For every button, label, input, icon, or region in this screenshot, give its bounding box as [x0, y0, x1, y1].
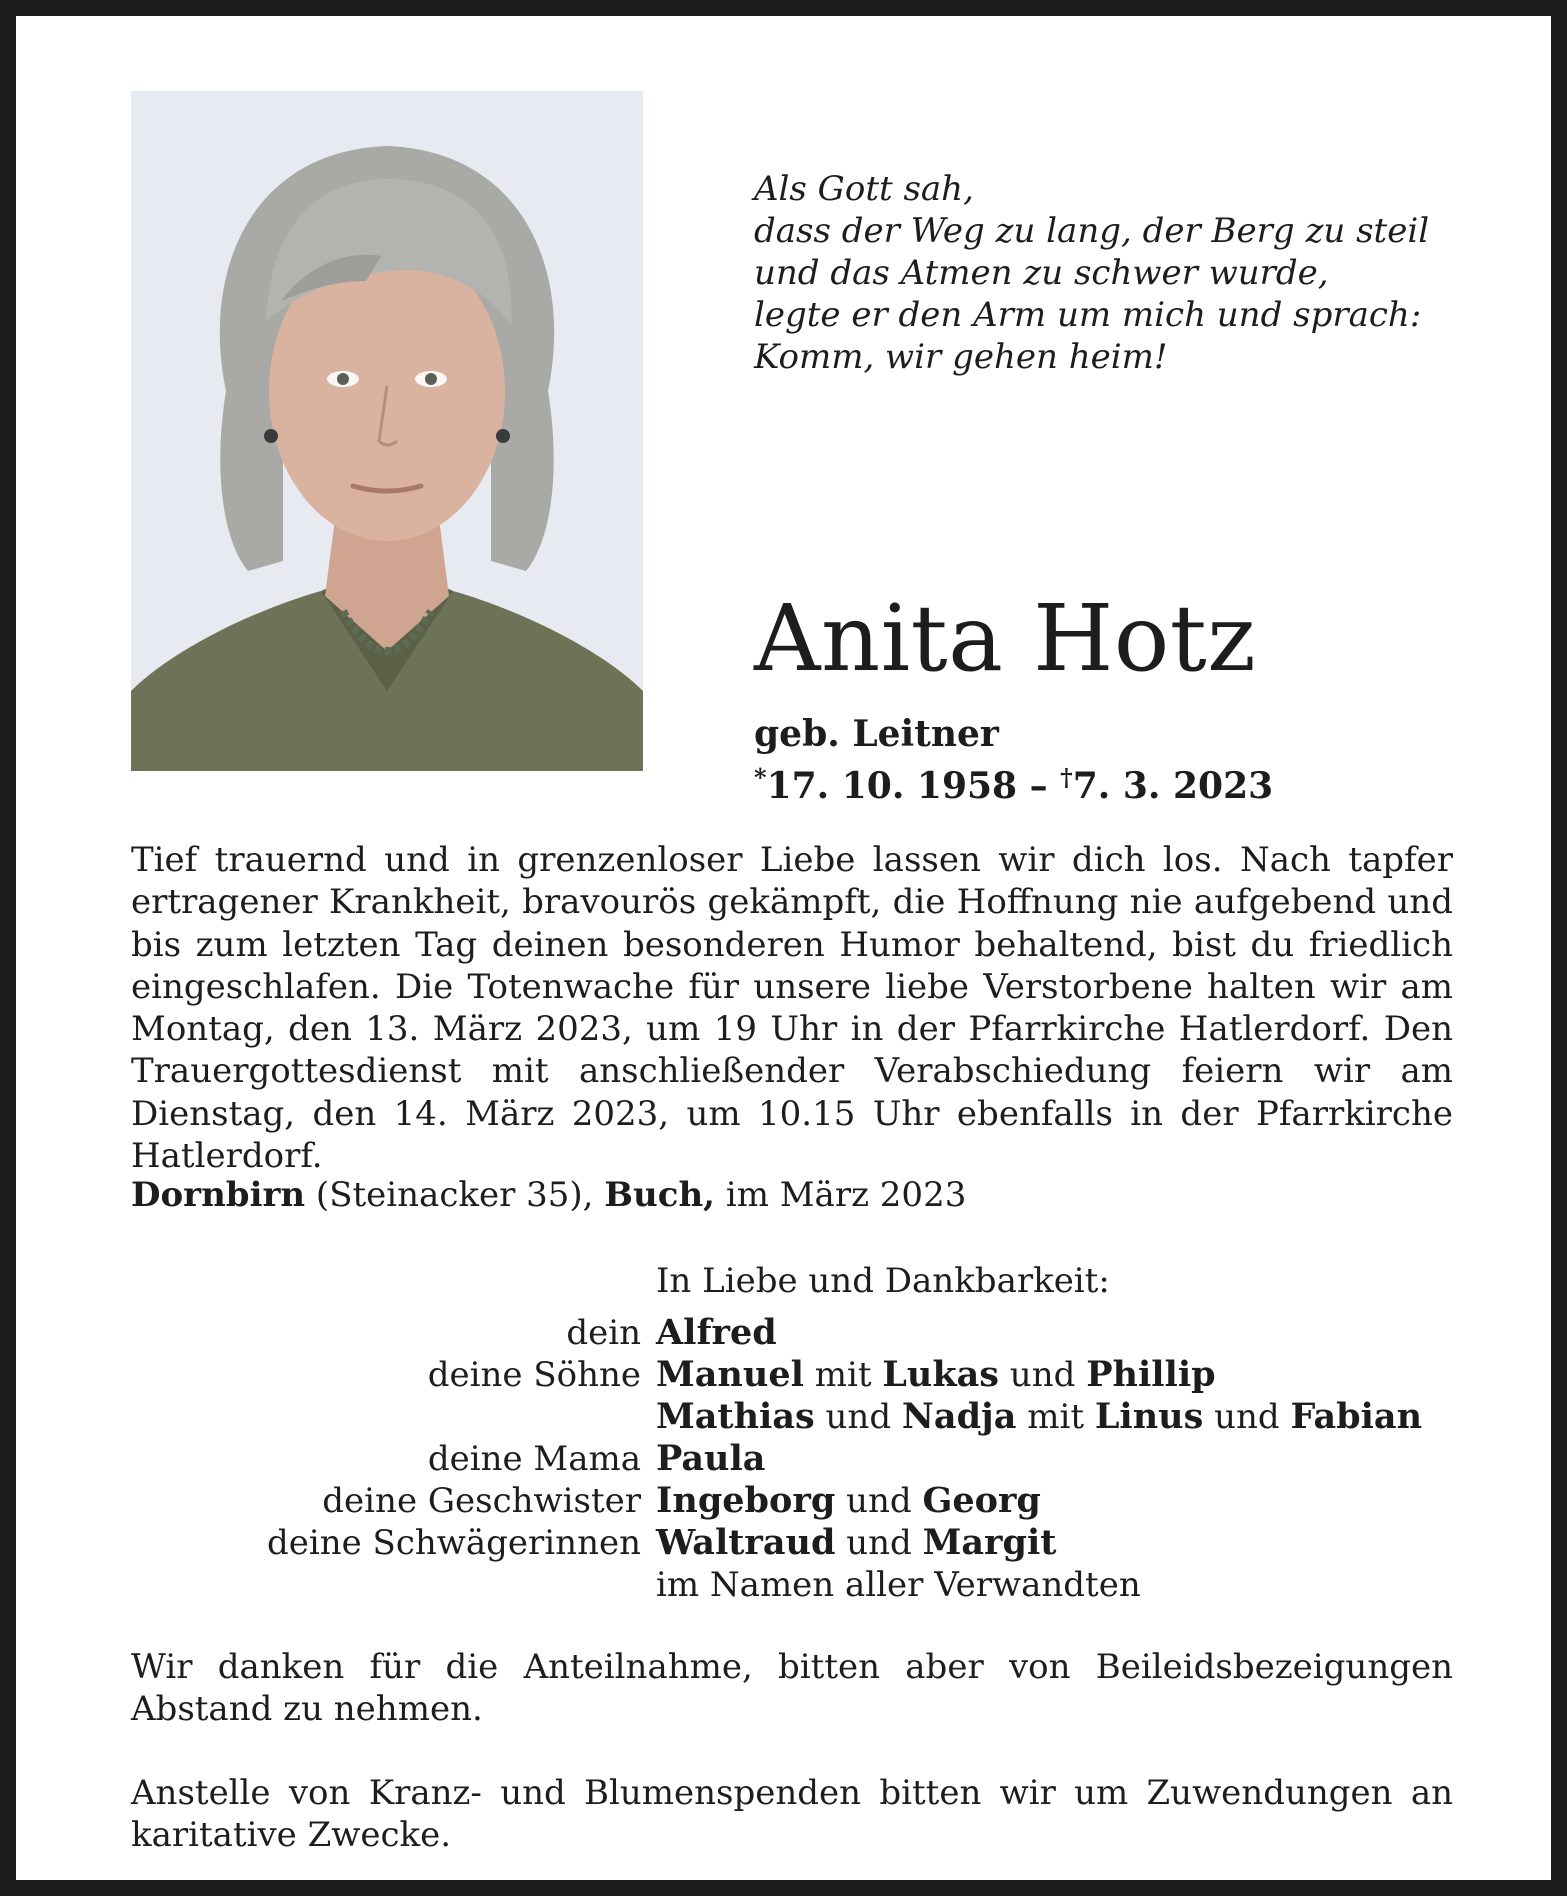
- poem-line: Komm, wir gehen heim!: [754, 337, 1168, 377]
- family-connector: mit: [803, 1355, 883, 1395]
- family-list: [131, 1312, 1453, 1606]
- family-member-name: Fabian: [1290, 1396, 1423, 1437]
- family-relation: [131, 1564, 656, 1606]
- family-names: [656, 1396, 1422, 1438]
- deceased-name: Anita Hotz: [754, 585, 1257, 692]
- family-row: [131, 1480, 1453, 1522]
- family-intro: In Liebe und Dankbarkeit:: [656, 1261, 1110, 1301]
- family-connector: und: [835, 1523, 923, 1563]
- family-member-name: Nadja: [901, 1396, 1017, 1437]
- family-member-name: Lukas: [882, 1354, 999, 1395]
- family-member-name: Linus: [1094, 1396, 1204, 1437]
- family-relation: dein: [566, 1313, 641, 1353]
- family-row: [131, 1396, 1453, 1438]
- family-relation: [131, 1396, 656, 1438]
- donations-text: Anstelle von Kranz- und Blumenspenden bitten wir um Zuwendungen an karitative Zwecke.: [131, 1773, 1453, 1856]
- birth-date: 17. 10. 1958: [766, 765, 1018, 807]
- birth-name: geb. Leitner: [754, 713, 999, 755]
- family-member-name: Paula: [656, 1438, 766, 1479]
- family-names: [656, 1480, 1041, 1522]
- life-dates: [754, 756, 1273, 808]
- family-relation: deine Schwägerinnen: [266, 1523, 641, 1563]
- portrait-photo: [131, 91, 643, 771]
- family-connector: und: [814, 1397, 902, 1437]
- family-relation: deine Söhne: [427, 1355, 641, 1395]
- poem-line: Als Gott sah,: [754, 169, 974, 209]
- announcement-text: Tief trauernd und in grenzenloser Liebe lassen wir dich los. Nach tapfer ertragener Krankheit, bravourös gekämpft, die Hoffnung nie aufgebend und bis zum letzten Tag deinen besonderen Humor behaltend, bist du friedlich eingeschlafen. Die Totenwache für unsere liebe Verstorbene halten wir am Montag, den 13. März 2023, um 19 Uhr in der Pfarrkirche Hatlerdorf. Den Trauergottesdienst mit anschließender Verabschiedung feiern wir am Dienstag, den 14. März 2023, um 10.15 Uhr ebenfalls in der Pfarrkirche Hatlerdorf.: [131, 840, 1453, 1177]
- family-connector: mit: [1016, 1397, 1095, 1437]
- family-row: [131, 1522, 1453, 1564]
- family-member-name: Manuel: [656, 1354, 804, 1395]
- family-member-name: Waltraud: [656, 1522, 836, 1563]
- town-name: Dornbirn: [131, 1175, 306, 1215]
- death-symbol: †: [1060, 763, 1073, 792]
- family-row: [131, 1312, 1453, 1354]
- family-member-name: Alfred: [656, 1312, 777, 1353]
- family-row: [131, 1438, 1453, 1480]
- family-connector: und: [1203, 1397, 1291, 1437]
- family-member-name: Ingeborg: [656, 1480, 836, 1521]
- second-town: Buch,: [604, 1175, 716, 1215]
- family-names: [656, 1354, 1216, 1396]
- date-separator: –: [1017, 765, 1061, 807]
- family-row: [131, 1354, 1453, 1396]
- place-date-line: [131, 1174, 966, 1216]
- poem-line: und das Atmen zu schwer wurde,: [754, 253, 1329, 293]
- family-member-name: Georg: [922, 1480, 1041, 1521]
- poem-line: dass der Weg zu lang, der Berg zu steil: [754, 211, 1430, 251]
- family-relation: deine Mama: [427, 1439, 641, 1479]
- family-names: [656, 1312, 777, 1354]
- poem-line: legte er den Arm um mich und sprach:: [754, 295, 1422, 335]
- family-member-name: Phillip: [1086, 1354, 1216, 1395]
- portrait-illustration: [131, 91, 643, 771]
- poem: [754, 168, 1474, 378]
- family-names: [656, 1522, 1056, 1564]
- family-connector: und: [999, 1355, 1087, 1395]
- birth-symbol: *: [754, 763, 767, 792]
- family-names: [656, 1438, 765, 1480]
- address: (Steinacker 35),: [305, 1175, 605, 1215]
- family-relation: deine Geschwister: [322, 1481, 641, 1521]
- family-names: [656, 1564, 1141, 1606]
- thanks-text: Wir danken für die Anteilnahme, bitten aber von Beileidsbezeigungen Abstand zu nehmen.: [131, 1647, 1453, 1730]
- family-member-name: Margit: [922, 1522, 1057, 1563]
- death-date: 7. 3. 2023: [1072, 765, 1274, 807]
- family-connector: im Namen aller Verwandten: [656, 1565, 1141, 1605]
- announcement-date: im März 2023: [715, 1175, 967, 1215]
- family-member-name: Mathias: [656, 1396, 815, 1437]
- family-connector: und: [835, 1481, 923, 1521]
- family-row: [131, 1564, 1453, 1606]
